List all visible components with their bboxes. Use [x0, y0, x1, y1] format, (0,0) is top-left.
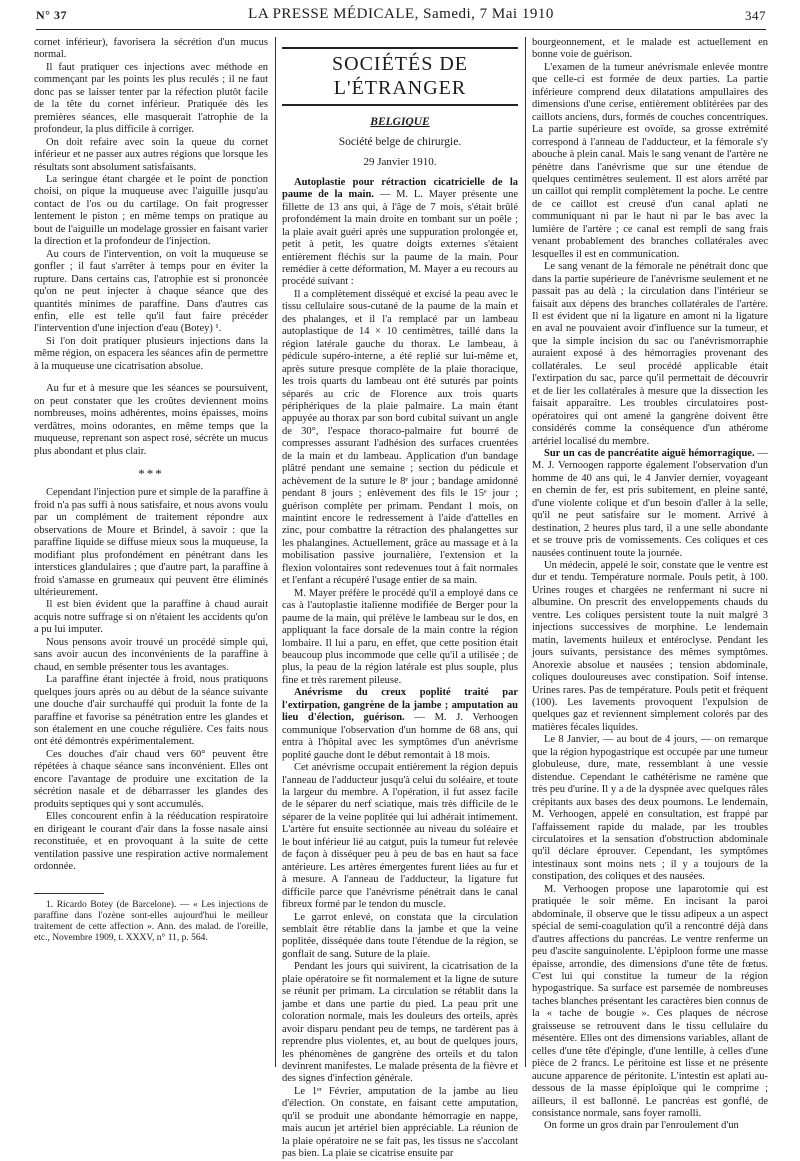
paragraph: M. Mayer préfère le procédé qu'il a employé dans ce cas à l'autoplastie italienne modifiée de Berger pour la paume de la main, qui prélève le lambeau sur le dos, en appliquant la face dorsale de la main contre la région lombaire. Il lui a paru, en effet, que cette position était beaucoup plus incommode que celle qu'il a utilisée ; de plus, la peau de la région latérale est plus souple, plus fine et très rarement pileuse.	[282, 587, 518, 686]
article-lead: — M. J. Verhoogen communique l'observation d'un homme de 68 ans, qui entra à l'hôpital avec les symptômes d'un anévrisme poplité gauche dont le début remontait à 18 mois.	[282, 712, 518, 761]
header-rule	[36, 29, 766, 30]
page-number: 347	[745, 8, 766, 23]
footnote: 1. Ricardo Botey (de Barcelone). — « Les injections de paraffine dans l'ozène sont-elles aujourd'hui le meilleur traitement de cette affection ». Ann. des malad. de l'oreille, etc., Novembre 1909, t. XXXV, n° 11, p. 564.	[34, 900, 268, 944]
paragraph: M. Verhoogen propose une laparotomie qui est pratiquée le soir même. En incisant la paroi abdominale, il observe que le tissu adipeux a un aspect spécial de semi-coagulation qu'il a rencontré déjà dans d'autres affections du pancréas. Le ventre renferme un peu d'ascite sanguinolente. L'épiploon forme une masse épaisse, arrondie, des dimensions d'une tête de fœtus. C'est lui qui constitue la tumeur de la région hypogastrique. Sa surface est parsemée de nombreuses taches blanches présentant les caractères bien connus de la « tache de bougie ». Ces plaques de nécrose graisseuse se retrouvent dans le tissu cellulaire du mésentère. Elles ont des dimensions variables, allant de celles d'une tête d'épingle, d'une lentille, à celles d'une pièce de 2 francs. Le péritoine est lisse et ne présente aucune apparence de péritonite. L'intestin est aplati au-dessous de la masse épiploïque qui le comprime ; ailleurs, il est ballonné. Le pancréas est gonflé, de consistance normale, sans foyer ramolli.	[532, 883, 768, 1119]
section-title: SOCIÉTÉS DE L'ÉTRANGER	[282, 47, 518, 106]
column-right	[532, 37, 768, 1133]
article-paragraph	[532, 448, 768, 560]
article-title: Sur un cas de pancréatite aiguë hémorragique.	[544, 447, 755, 459]
footnote-rule	[34, 893, 104, 894]
paragraph: Le 8 Janvier, — au bout de 4 jours, — on remarque que la région hypogastrique est occupée par une tumeur globuleuse, dure, mate, ressemblant à une vessie distendue. Cependant le cathétérisme ne ramène que très peu d'urine. Il y a de la dyspnée avec quelques râles crépitants aux bases des deux poumons. Le lendemain, M. Verhoogen, appelé en consultation, est frappé par l'affaissement rapide du malade, par les troubles circulatoires et la sensation d'obstruction abdominale qu'il déclare éprouver. Cependant, les symptômes intestinaux sont moins nets ; il y a toujours de la constipation, des coliques et des nausées.	[532, 734, 768, 883]
section-separator: ***	[138, 465, 164, 481]
journal-title: LA PRESSE MÉDICALE, Samedi, 7 Mai 1910	[248, 6, 554, 22]
session-date: 29 Janvier 1910.	[363, 155, 437, 168]
paragraph: Il a complètement disséqué et excisé la peau avec le tissu cellulaire sous-cutané de la paume de la main et des phalanges, et il l'a remplacé par un lambeau autoplastique de 14 × 10 centimètres, taillé dans la région latérale gauche du thorax. Le lambeau, à pédicule supéro-interne, a été replié sur lui-même et, après suture presque complète de la plaie thoracique, les trois quarts du lambeau ont été suturés par points séparés au cric de Florence aux trois quarts périphériques de la plaie palmaire. La main étant appuyée au thorax par son bord cubital suivant un angle de 30°, l'espace thoraco-palmaire fut bourré de compresses assurant l'adhésion des surfaces cruentées de la main et du lambeau. Application d'un bandage plâtré pendant une semaine ; section du pédicule et achèvement de la suture le 8ᵉ jour ; bandage amidonné pendant 8 jours ; enlèvement des fils le 15ᵉ jour ; guérison complète per primam. Pendant 1 mois, on maintint encore le redressement à l'aide d'attelles en zinc, pour combattre la rétraction des phalangettes sur les phalangines. Actuellement, grâce au massage et à la mobilisation passive journalière, l'extension et la flexion volontaires sont redevenues tout à fait normales et l'enfant a récupéré l'usage entier de sa main.	[282, 288, 518, 587]
paragraph: Il faut pratiquer ces injections avec méthode en commençant par les points les plus reculés ; il ne faut donc pas se laisser tenter par la réfection plutôt facile de la tête du cornet inférieur. Pratiquée dès les premières séances, elle masquerait l'atrophie de la profondeur, la plus difficile à corriger.	[34, 61, 268, 136]
paragraph: La seringue étant chargée et le point de ponction choisi, on pique la muqueuse avec l'aiguille jusqu'au contact de l'os ou du cartilage. On fait progresser lentement le piston ; en même temps on pratique au bout de l'aiguille un modelage grossier en faisant varier la direction et la profondeur de l'injection.	[34, 173, 268, 248]
paragraph: Le 1ᵉʳ Février, amputation de la jambe au lieu d'élection. On constate, en faisant cette amputation, qu'il se produit une abondante hémorragie en nappe, mais aucun jet artériel bien appréciable. La réunion de la plaie opératoire ne se fait pas, les tissus ne s'accolant pas bien. La plaie se cicatrise ensuite par	[282, 1085, 518, 1160]
paragraph: Cet anévrisme occupait entièrement la région depuis l'anneau de l'adducteur jusqu'à celui du soléaire, et toute la largeur du membre. A l'opération, il fut assez facile de le séparer du nerf sciatique, mais très difficile de le séparer de la veine poplitée qui lui adhérait intimement. L'artère fut ensuite sectionnée au niveau du soléaire et le bout inférieur lié au catgut, puis la tumeur fut relevée de façon à disséquer peu à peu de bas en haut sa face antérieure. Les artères émergentes furent liées au fur et à mesure. A l'anneau de l'adducteur, la ligature fut difficile parce que l'anévrisme pénétrait dans le canal fibreux formé par le tendon du muscle.	[282, 762, 518, 911]
paragraph: On forme un gros drain par l'enroulement d'un	[544, 1120, 739, 1132]
society-heading: Société belge de chirurgie.	[338, 136, 462, 149]
article-title: Autoplastie pour rétraction cicatricielle de la paume de la main.	[282, 176, 518, 201]
column-divider	[525, 37, 526, 1067]
paragraph: Il est bien évident que la paraffine à chaud aurait acquis notre suffrage si on n'étaient les accidents qu'on a pu lui imputer.	[34, 599, 268, 636]
article-title: Anévrisme du creux poplité traité par l'extirpation, gangrène de la jambe ; amputation au lieu d'élection, guérison.	[282, 687, 518, 724]
paragraph: Pendant les jours qui suivirent, la cicatrisation de la plaie opératoire se fit normalement et la ligne de suture se réunit per primam. La circulation se rétablit dans la jambe et dans une partie du pied. La peau prit une coloration normale, mais les douleurs des orteils, après avoir disparu pendant peu de temps, ne tardèrent pas à reprendre plus violentes, et, au bout de quelques jours, les phénomènes de gangrène des orteils et du talon devinrent manifestes. Le malade présenta de la fièvre et des signes d'infection générale.	[282, 961, 518, 1085]
article-paragraph	[282, 177, 518, 289]
paragraph: Au cours de l'intervention, on voit la muqueuse se gonfler ; il faut s'arrêter à temps pour en éviter la rupture. Dans certains cas, l'atrophie est si prononcée qu'on ne peut injecter à chaque séance que des quantités minimes de paraffine. Dans d'autres cas enfin, elle est telle qu'il faut faire précéder l'intervention d'une injection d'eau (Botey) ¹.	[34, 248, 268, 335]
paragraph: bourgeonnement, et le malade est actuellement en bonne voie de guérison.	[532, 37, 768, 61]
paragraph: Nous pensons avoir trouvé un procédé simple qui, sans avoir aucun des inconvénients de la paraffine à chaud, en semble présenter tous les avantages.	[34, 636, 268, 673]
paragraph: Au fur et à mesure que les séances se poursuivent, on peut constater que les croûtes deviennent moins nombreuses, moins adhérentes, moins épaisses, moins verdâtres, moins odorantes, en même temps que la muqueuse, reprenant son aspect rosé, sécrète un mucus plus abondant et plus clair.	[34, 383, 268, 457]
article-lead: — M. L. Mayer présente une fillette de 13 ans qui, à l'âge de 7 mois, s'était brûlé profondément la main droite en tombant sur un poêle ; la plaie avait guéri après une suppuration prolongée et, petit à petit, les quatre doigts externes s'étaient entièrement fléchis sur la paume de la main. Pour remédier à cette déformation, M. Mayer a eu recours au procédé suivant :	[282, 189, 518, 288]
paragraph: On doit refaire avec soin la queue du cornet inférieur et ne passer aux autres régions que lorsque les résultats sont absolument satisfaisants.	[34, 136, 268, 173]
paragraph: Si l'on doit pratiquer plusieurs injections dans la même région, on espacera les séances afin de permettre à la muqueuse une cicatrisation absolue.	[34, 335, 268, 372]
paragraph: Un médecin, appelé le soir, constate que le ventre est dur et tendu. Température normale. Pouls petit, à 100. Urines rouges et chargées ne renfermant ni sucre ni albumine. On prescrit des enveloppements chauds du ventre. Les coliques persistent toute la nuit malgré 3 injections successives de morphine. Le lendemain matin, lavements huileux et entéroclyse. Pendant les jours suivants, persistance des mêmes symptômes. Anorexie absolue et nausées ; tension abdominale, coliques douloureuses avec constipation. Soif intense. Urines rares. Pas de température. Pouls petit et fréquent (100). Les lavements provoquent l'expulsion de quelques gaz et reviennent simplement colorés par des matières fécales liquides.	[532, 560, 768, 733]
paragraph: Elles concourent enfin à la rééducation respiratoire en dirigeant le courant d'air dans la fosse nasale ainsi reconstituée, et en provoquant à la suite de cette ventilation passive une respiration active normalement ordonnée.	[34, 811, 268, 872]
paragraph: cornet inférieur), favorisera la sécrétion d'un mucus normal.	[34, 37, 268, 61]
country-heading: BELGIQUE	[370, 116, 430, 129]
paragraph: Le sang venant de la fémorale ne pénétrait donc que dans la partie supérieure de l'anévrisme seulement et ne passait pas au delà ; la circulation dans l'intérieur se faisait aux dépens des branches collatérales de l'artère. Il est évident que ni la ligature en amont ni la ligature en aval ne pouvaient avoir d'influence sur la tumeur, et que la simple incision du sac ou l'anévrismorraphie auraient exposé à des hémorragies provenant des collatérales. Le seul procédé applicable était l'extirpation du sac, parce qu'il permettait de découvrir et de lier les collatérales à mesure que la dissection les faisait apparaître. Les troubles circulatoires post-opératoires qui ont amené la gangrène doivent être considérés comme la conséquence d'un athérome artériel localisé du membre.	[532, 261, 768, 447]
issue-number: N° 37	[36, 8, 67, 22]
paragraph: Ces douches d'air chaud vers 60° peuvent être répétées à chaque séance sans inconvénient. Elles ont encore l'avantage de produire une excitation de la sécrétion nasale et de débarrasser les glandes des produits septiques qui y sont accumulés.	[34, 748, 268, 810]
paragraph: Le garrot enlevé, on constata que la circulation semblait être rétablie dans la jambe et que la veine poplitée, disséquée dans toute l'étendue de la région, se gonflait de sang. Suture de la plaie.	[282, 911, 518, 960]
column-middle	[282, 37, 518, 1161]
paragraph: Cependant l'injection pure et simple de la paraffine à froid n'a pas suffi à nous satisfaire, et nous avons voulu par un complément de traitement répondre aux observations de Moure et Brindel, à savoir : que la paraffine liquide se diffuse mieux sous la muqueuse, la modifiant plus profondément en pénétrant dans les interstices glandulaires ; que d'autre part, la paraffine à froid s'amasse en grumeaux qui peuvent être éliminés ultérieurement.	[34, 487, 268, 598]
column-left	[34, 37, 268, 944]
article-paragraph	[282, 687, 518, 762]
page-header	[36, 6, 766, 28]
paragraph: La paraffine étant injectée à froid, nous pratiquons quelques jours après ou au début de la séance suivante une douche d'air surchauffé qui produit la fonte de la paraffine et favorise sa pénétration entre les glandes et son étalement en une couche régulière. Ces faits nous ont été démontrés expérimentalement.	[34, 674, 268, 748]
article-lead: — M. J. Vernoogen rapporte également l'observation d'un homme de 40 ans qui, le 4 Janvier dernier, voyageant en chemin de fer, est pris subitement, en pleine santé, d'une violente colique et d'un besoin d'aller à la selle, qu'il ne peut satisfaire sur le moment. Arrivé à destination, 2 heures plus tard, il a une selle abondante et se trouve pris de vomissements. Ces coliques et ces nausées continuent toute la journée.	[532, 447, 768, 559]
column-divider	[275, 37, 276, 1067]
paragraph: L'examen de la tumeur anévrismale enlevée montre que celle-ci est formée de deux parties. La partie inférieure comprend deux dilatations ampullaires des dimensions d'une cerise, entièrement oblitérées par des caillots anciens, durs, formés de couches concentriques. La partie supérieure est ovoïde, sa grosse extrémité correspond à l'anneau de l'adducteur, et la fémorale s'y abouche à plein canal. Mais le sang venant de l'artère ne pénètre dans l'anévrisme que sur une étendue de quelques centimètres seulement. Il est alors arrêté par un caillot qui remplit complètement la poche. Le centre de ce caillot est creusé d'un canal aplati ne communiquant ni par le haut ni par le bas avec la lumière de l'artère ; ce canal est rempli de sang frais venant probablement des branches collatérales avec lesquelles il est en communication.	[532, 61, 768, 260]
